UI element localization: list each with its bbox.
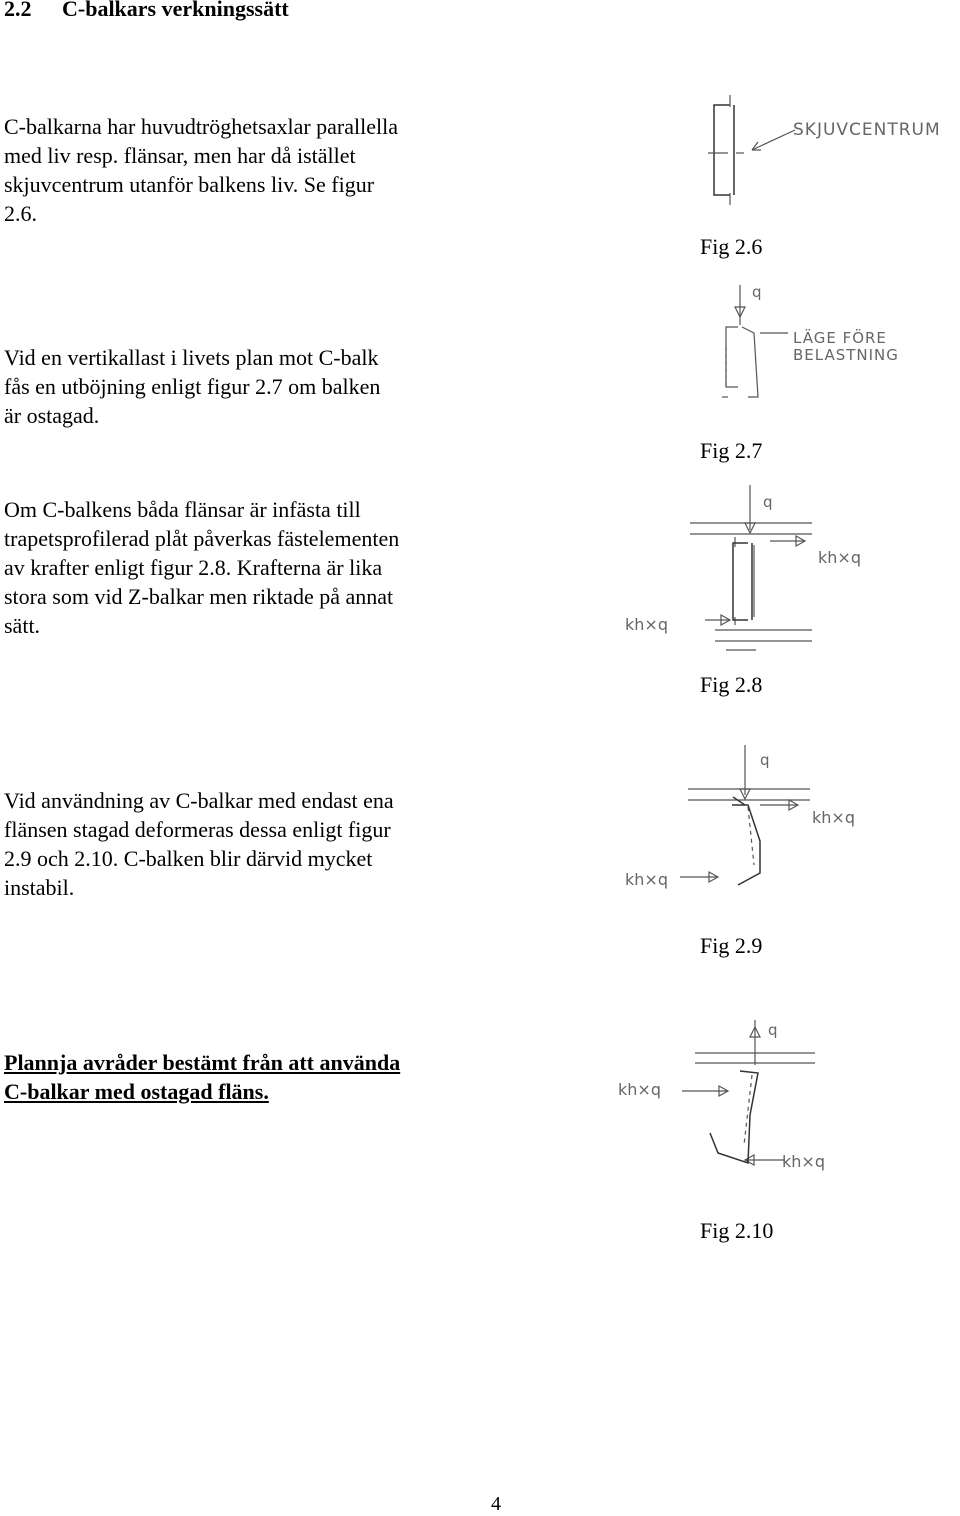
- section-number: 2.2: [4, 0, 32, 21]
- figure-2-7-deflection: [700, 285, 960, 410]
- paragraph-line: 2.6.: [4, 201, 37, 226]
- force-label-right: kh×q: [782, 1152, 825, 1171]
- force-label-right: kh×q: [818, 548, 861, 567]
- paragraph-line: fås en utböjning enligt figur 2.7 om balken: [4, 374, 381, 399]
- force-label-left: kh×q: [625, 870, 668, 889]
- paragraph-line: flänsen stagad deformeras dessa enligt figur: [4, 817, 391, 842]
- section-heading: [4, 0, 289, 22]
- load-label: q: [768, 1021, 778, 1039]
- shear-center-label: SKJUVCENTRUM: [793, 120, 941, 140]
- paragraph-line: Om C-balkens båda flänsar är infästa till: [4, 497, 361, 522]
- paragraph-line: sätt.: [4, 613, 41, 638]
- force-label-left: kh×q: [625, 615, 668, 634]
- figure-2-6-caption: Fig 2.6: [700, 234, 763, 259]
- paragraph-line: av krafter enligt figur 2.8. Krafterna är lika: [4, 555, 383, 580]
- force-label-right: kh×q: [812, 808, 855, 827]
- before-loading-label-1: LÄGE FÖRE: [793, 329, 887, 347]
- figure-2-6-shear-center: [700, 95, 960, 205]
- paragraph-line: Vid en vertikallast i livets plan mot C-balk: [4, 345, 379, 370]
- load-label: q: [763, 493, 773, 511]
- paragraph-2: [4, 343, 380, 430]
- conclusion-line: Plannja avråder bestämt från att använda: [4, 1050, 401, 1075]
- figure-2-10-caption: Fig 2.10: [700, 1218, 774, 1243]
- figure-2-8-caption: Fig 2.8: [700, 672, 763, 697]
- paragraph-line: Vid användning av C-balkar med endast ena: [4, 788, 394, 813]
- paragraph-1: [4, 112, 398, 228]
- figure-2-8-fastener-forces: [620, 485, 920, 665]
- paragraph-line: instabil.: [4, 875, 75, 900]
- paragraph-line: 2.9 och 2.10. C-balken blir därvid mycket: [4, 846, 373, 871]
- figure-2-10-one-flange-braced: [610, 1015, 910, 1180]
- figure-2-7-caption: Fig 2.7: [700, 438, 763, 463]
- section-title: C-balkars verkningssätt: [62, 0, 289, 21]
- page-number: 4: [491, 1493, 501, 1515]
- force-label-left: kh×q: [618, 1080, 661, 1099]
- paragraph-line: med liv resp. flänsar, men har då istället: [4, 143, 356, 168]
- paragraph-line: skjuvcentrum utanför balkens liv. Se figur: [4, 172, 375, 197]
- paragraph-3: [4, 495, 399, 640]
- conclusion-line: C-balkar med ostagad fläns.: [4, 1079, 269, 1104]
- figure-2-9-caption: Fig 2.9: [700, 933, 763, 958]
- paragraph-line: stora som vid Z-balkar men riktade på annat: [4, 584, 394, 609]
- figure-2-9-one-flange-braced: [620, 745, 920, 895]
- conclusion-statement: [4, 1048, 400, 1106]
- load-label: q: [760, 751, 770, 769]
- load-label: q: [752, 283, 762, 301]
- paragraph-line: trapetsprofilerad plåt påverkas fästelementen: [4, 526, 400, 551]
- paragraph-line: C-balkarna har huvudtröghetsaxlar parallella: [4, 114, 399, 139]
- paragraph-line: är ostagad.: [4, 403, 100, 428]
- before-loading-label-2: BELASTNING: [793, 346, 899, 364]
- paragraph-4: [4, 786, 394, 902]
